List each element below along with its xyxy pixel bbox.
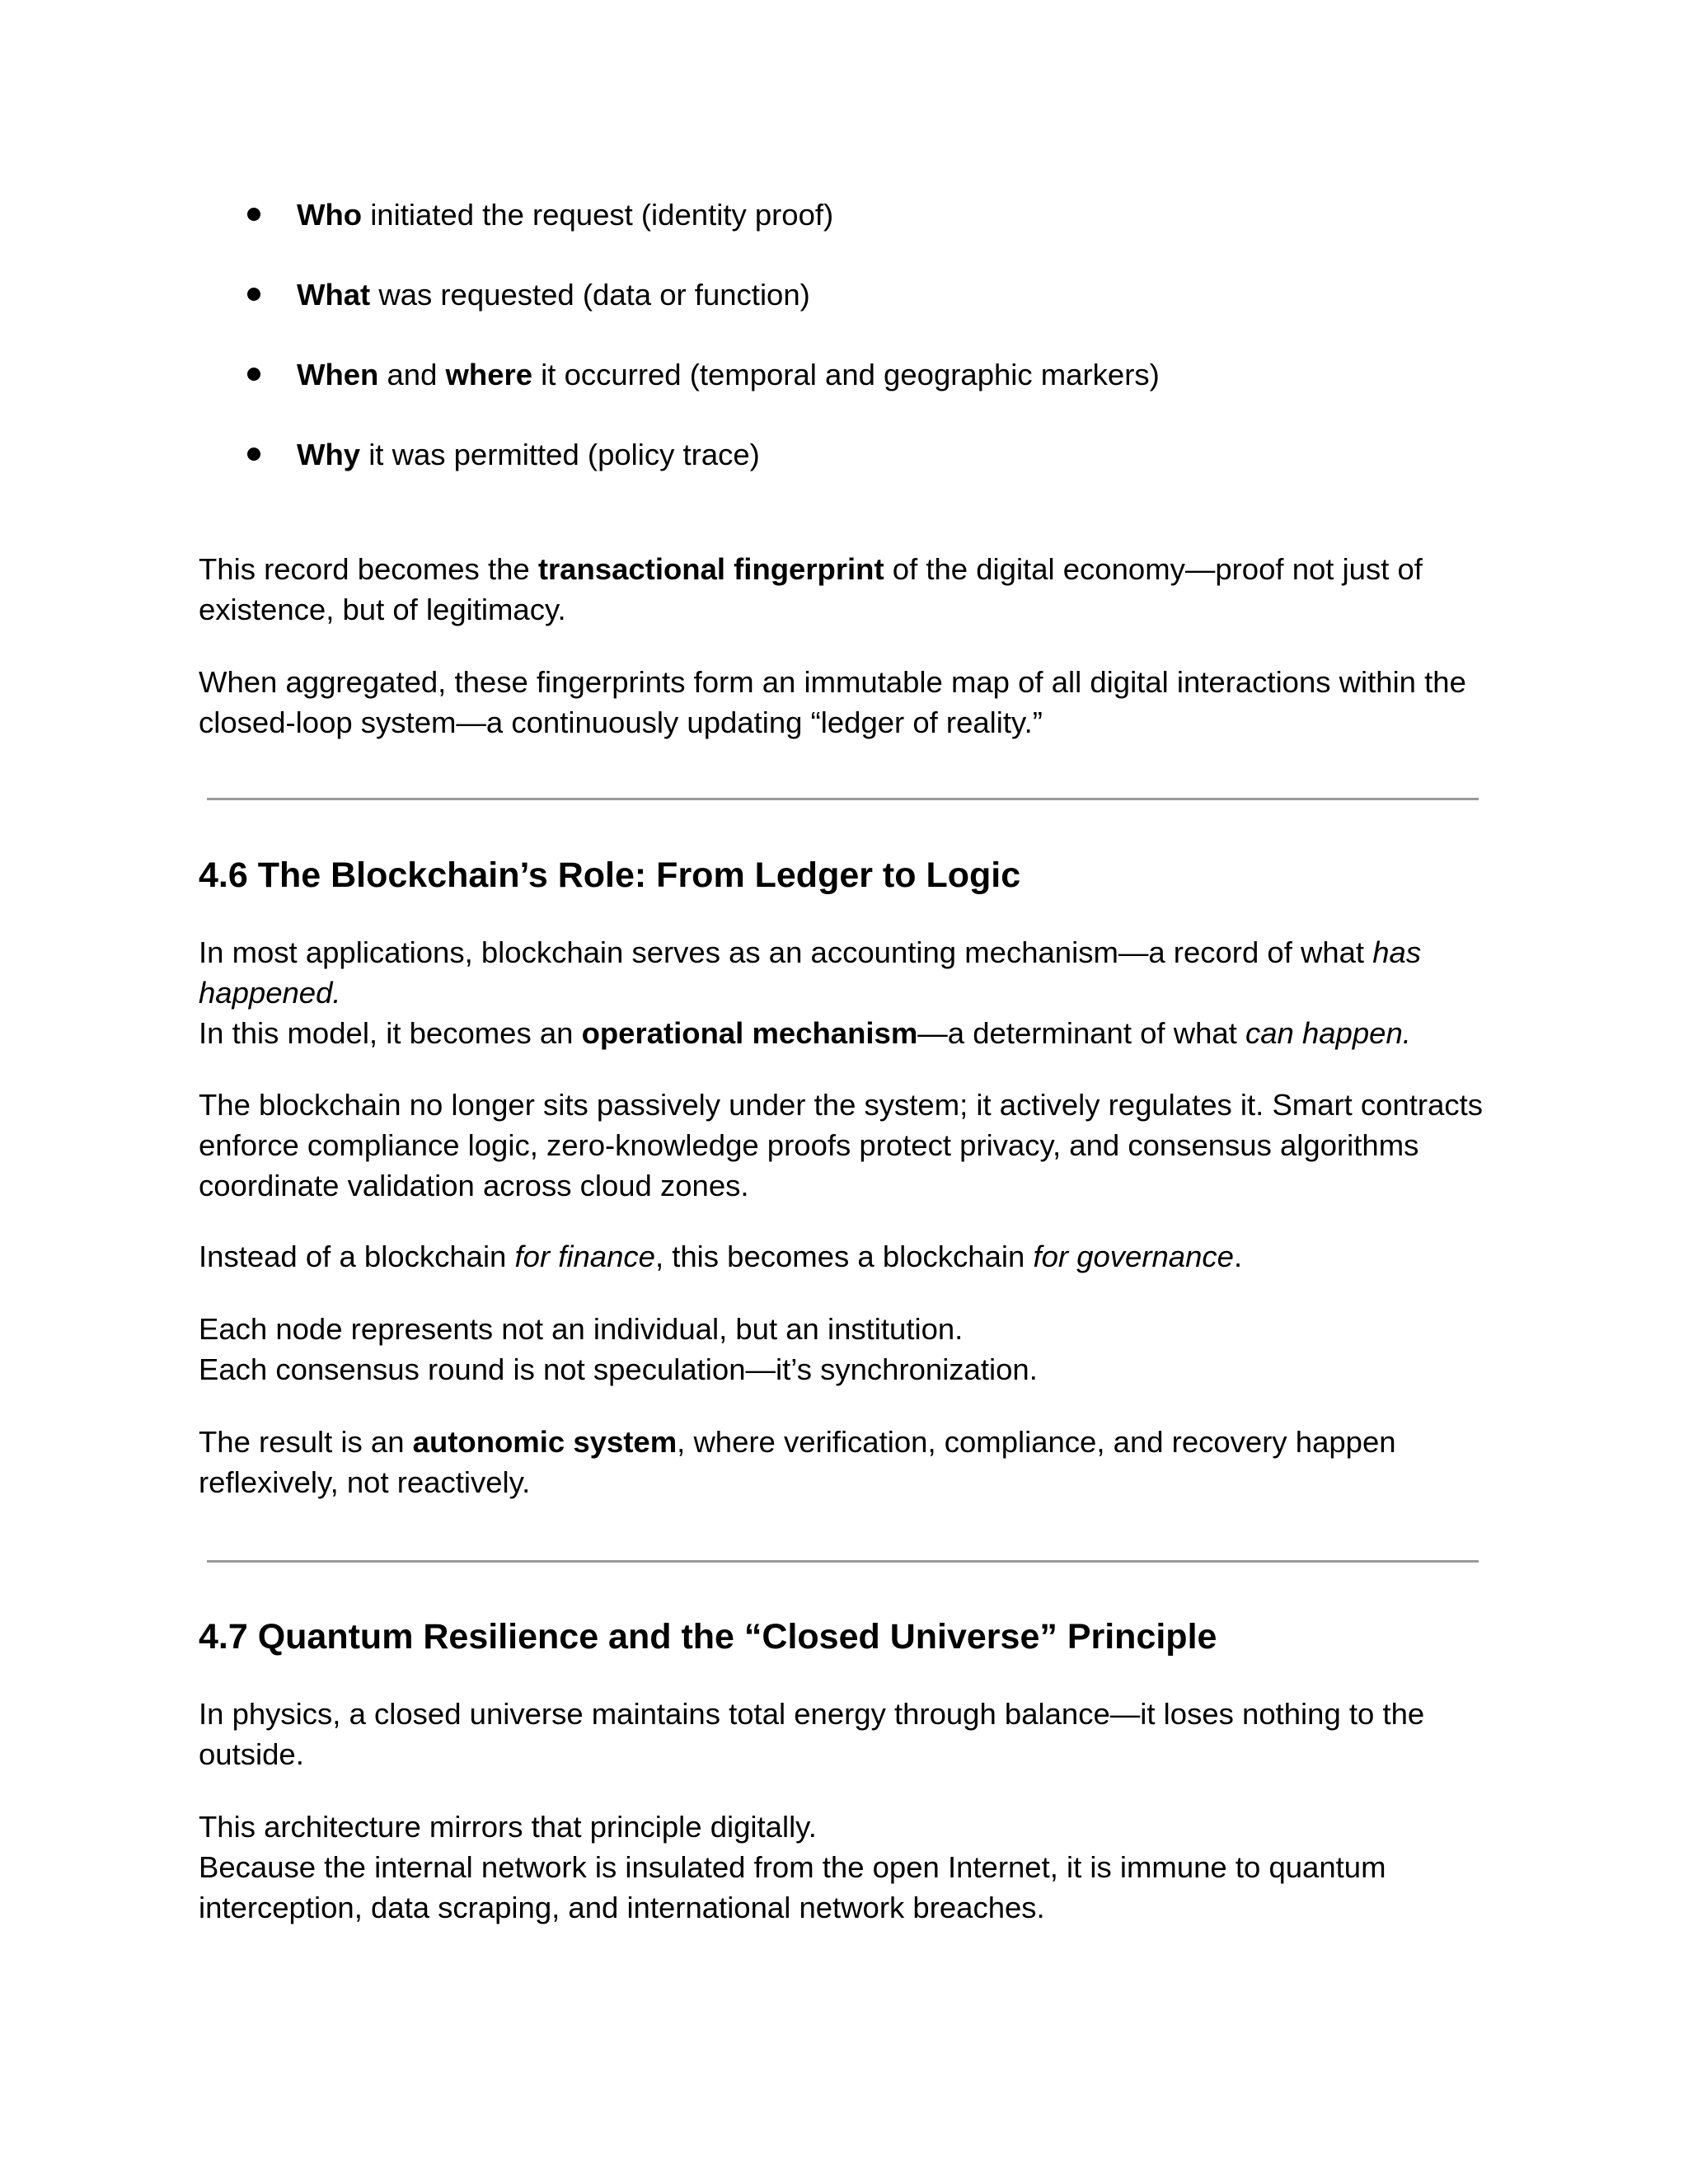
bold-run: autonomic system bbox=[412, 1425, 678, 1459]
text-run: The result is an bbox=[199, 1425, 413, 1459]
bullet-icon bbox=[247, 448, 260, 461]
bullet-bold: Who bbox=[297, 198, 363, 232]
text-run: , this becomes a blockchain bbox=[654, 1240, 1034, 1273]
bullet-rest: was requested (data or function) bbox=[370, 278, 810, 312]
italic-run: for governance bbox=[1033, 1240, 1234, 1273]
paragraph-regulates: The blockchain no longer sits passively under the system; it actively regulates it. Smart contracts enforce compliance logic, zero-knowledge proofs protect privacy, and consensus algorithms coordinate validation across cloud zones. bbox=[199, 1088, 1484, 1202]
text-run: Each node represents not an individual, but an institution. bbox=[199, 1312, 964, 1346]
horizontal-divider bbox=[207, 1560, 1479, 1563]
bold-run: transactional fingerprint bbox=[537, 552, 884, 586]
paragraph-node bbox=[199, 1309, 1501, 1390]
text-run: This architecture mirrors that principle digitally. bbox=[199, 1810, 817, 1844]
bullet-rest: it was permitted (policy trace) bbox=[360, 438, 760, 471]
bullet-bold: When bbox=[297, 358, 379, 391]
section-heading-4-7: 4.7 Quantum Resilience and the “Closed Universe” Principle bbox=[199, 1617, 1217, 1657]
text-run: Because the internal network is insulated from the open Internet, it is immune to quantum interception, data scraping, and international network breaches. bbox=[199, 1850, 1386, 1924]
bullet-text bbox=[297, 194, 833, 235]
text-run: Instead of a blockchain bbox=[199, 1240, 515, 1273]
text-run: . bbox=[1233, 1240, 1243, 1273]
text-run: , where verification, compliance, and recovery happen reflexively, not reactively. bbox=[199, 1425, 1396, 1499]
paragraph-autonomic bbox=[199, 1422, 1501, 1502]
paragraph-physics: In physics, a closed universe maintains total energy through balance—it loses nothing to the outside. bbox=[199, 1697, 1425, 1771]
text-run: In most applications, blockchain serves as an accounting mechanism—a record of what bbox=[199, 935, 1373, 969]
bullet-icon bbox=[247, 368, 260, 381]
text-run: of the digital economy—proof not just of existence, but of legitimacy. bbox=[199, 552, 1423, 626]
paragraph-aggregated: When aggregated, these fingerprints form an immutable map of all digital interactions within the closed-loop system—a continuously updating “ledger of reality.” bbox=[199, 665, 1466, 739]
text-run: In this model, it becomes an bbox=[199, 1016, 582, 1050]
paragraph-blockchain-role bbox=[199, 932, 1501, 1053]
bullet-mid: and bbox=[378, 358, 446, 391]
bullet-icon bbox=[247, 208, 260, 221]
text-run: Each consensus round is not speculation—it’s synchronization. bbox=[199, 1352, 1038, 1386]
italic-run: for finance bbox=[514, 1240, 655, 1273]
section-heading-4-6: 4.6 The Blockchain’s Role: From Ledger to Logic bbox=[199, 855, 1021, 895]
italic-run: can happen. bbox=[1245, 1016, 1411, 1050]
bullet-text bbox=[297, 274, 810, 315]
bullet-bold: Why bbox=[297, 438, 361, 471]
horizontal-divider bbox=[207, 798, 1479, 800]
bullet-text bbox=[297, 354, 1160, 395]
bullet-bold: What bbox=[297, 278, 371, 312]
bullet-rest: initiated the request (identity proof) bbox=[362, 198, 834, 232]
italic-run: has happened. bbox=[199, 935, 1422, 1010]
bold-run: operational mechanism bbox=[581, 1016, 918, 1050]
text-run: —a determinant of what bbox=[917, 1016, 1245, 1050]
bullet-bold-2: where bbox=[445, 358, 533, 391]
paragraph-fingerprint bbox=[199, 549, 1501, 630]
bullet-icon bbox=[247, 288, 260, 301]
bullet-text bbox=[297, 434, 760, 475]
paragraph-governance bbox=[199, 1236, 1501, 1277]
text-run: This record becomes the bbox=[199, 552, 538, 586]
bullet-rest: it occurred (temporal and geographic markers) bbox=[532, 358, 1160, 391]
paragraph-architecture bbox=[199, 1807, 1501, 1928]
